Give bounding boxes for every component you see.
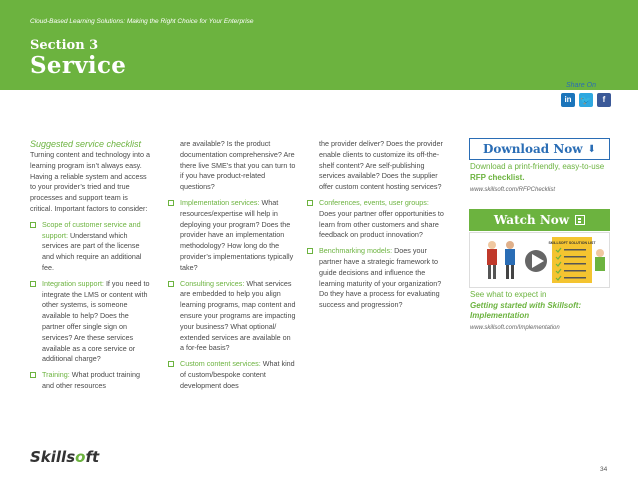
item-text: What kind of custom/bespoke content development does xyxy=(180,359,295,390)
twitter-icon[interactable]: 🐦 xyxy=(580,95,592,105)
checklist-item xyxy=(30,370,152,392)
share-label: Share On xyxy=(566,82,596,89)
item-text: If you need to integrate the LMS or content with other systems, is someone available to help? Does the partner offer single sign on services? Are these services available as a core service or additional charge? xyxy=(42,278,150,364)
item-text: What product training and other resources xyxy=(42,370,141,390)
section-number: Section 3 xyxy=(30,38,99,53)
continued-text: the provider deliver? Does the provider enable clients to customize its off-the-shelf content? Are self-publishing services available? Does the supplier offer custom content hosting services? xyxy=(319,139,443,192)
download-description xyxy=(470,161,610,183)
board-title: SKILLSOFT SOLUTION LIST xyxy=(548,241,596,245)
checklist-heading: Suggested service checklist xyxy=(30,139,142,149)
checkbox-icon xyxy=(30,281,36,287)
download-url-link[interactable]: www.skillsoft.com/RFPChecklist xyxy=(470,187,556,193)
share-icons xyxy=(561,93,611,107)
item-text: What services are embedded to help you align learning programs, map content and ensure your programs are impacting your business? What optional/ extended services are available on a for-fee basis? xyxy=(180,278,296,353)
watch-label: Watch Now xyxy=(493,213,570,227)
checkbox-icon xyxy=(307,248,313,254)
header-band xyxy=(0,0,638,90)
download-text-bold: RFP checklist. xyxy=(470,173,525,182)
checklist-item xyxy=(307,198,447,241)
download-text: Download a print-friendly, easy-to-use xyxy=(470,162,605,171)
play-icon[interactable] xyxy=(525,250,547,272)
item-label: Consulting services: xyxy=(180,278,245,288)
continued-text: are available? Is the product documentation comprehensive? Are there live SME’s that you can turn to if you have product-related questions? xyxy=(180,139,296,192)
page-number: 34 xyxy=(600,466,608,473)
download-icon: ⬇ xyxy=(587,143,597,155)
item-text: Does your partner have a strategic framework to guide decisions and influence the learning maturity of your organization? Do they have a process for evaluating success and progression? xyxy=(319,246,442,310)
linkedin-icon[interactable]: in xyxy=(561,93,575,107)
checklist-item xyxy=(30,279,152,365)
see-text-lead: See what to expect in xyxy=(470,290,547,299)
checkbox-icon xyxy=(30,222,36,228)
column-3 xyxy=(307,139,447,311)
item-label: Benchmarking models: xyxy=(319,246,393,256)
implementation-url-link[interactable]: www.skillsoft.com/Implementation xyxy=(470,325,560,331)
intro-paragraph: Turning content and technology into a learning program isn’t always easy. Having a reliable system and access to your provider’s tried and true processes and support team is critical. Important factors to consider: xyxy=(30,150,151,213)
checklist-item xyxy=(307,246,447,311)
checkbox-icon xyxy=(168,361,174,367)
item-label: Integration support: xyxy=(42,278,104,288)
video-illustration xyxy=(470,233,610,288)
section-title: Service xyxy=(30,52,127,79)
person-icon xyxy=(505,241,515,279)
facebook-icon[interactable]: f xyxy=(597,93,611,107)
checklist-item xyxy=(168,359,296,391)
item-label: Implementation services: xyxy=(180,197,260,207)
column-1 xyxy=(30,139,152,392)
logo-part: Skills xyxy=(30,448,76,466)
logo-part: ft xyxy=(85,448,100,466)
skillsoft-logo xyxy=(30,448,99,466)
item-label: Conferences, events, user groups: xyxy=(319,197,429,207)
item-label: Training: xyxy=(42,370,70,380)
checkbox-icon xyxy=(168,200,174,206)
column-2 xyxy=(168,139,296,392)
checklist-item xyxy=(168,198,296,274)
video-thumbnail[interactable] xyxy=(469,232,610,288)
checkbox-icon xyxy=(168,281,174,287)
person-icon xyxy=(595,249,605,271)
item-text: Does your partner offer opportunities to learn from other customers and share feedback on product innovation? xyxy=(319,208,444,240)
watch-now-button[interactable] xyxy=(469,209,610,231)
download-now-button[interactable] xyxy=(469,138,610,160)
person-icon xyxy=(487,241,497,279)
item-label: Custom content services: xyxy=(180,359,261,369)
checklist-item xyxy=(168,279,296,355)
see-text-title: Getting started with Skillsoft: Implementation xyxy=(470,300,582,320)
see-what-to-expect xyxy=(470,290,610,322)
download-label: Download Now xyxy=(482,142,583,156)
checkbox-icon xyxy=(307,200,313,206)
checkbox-icon xyxy=(30,372,36,378)
item-text: Understand which services are part of the license and which require an additional fee. xyxy=(42,230,142,272)
document-tagline: Cloud-Based Learning Solutions: Making the Right Choice for Your Enterprise xyxy=(30,18,254,25)
film-icon xyxy=(575,215,585,225)
logo-part: o xyxy=(75,448,86,466)
checklist-item xyxy=(30,220,152,274)
item-text: What resources/expertise will help in deploying your program? Does the provider have an implementation methodology? How long do the provider’s implementations typically take? xyxy=(180,197,294,272)
item-label: Scope of customer service and support: xyxy=(42,219,141,240)
